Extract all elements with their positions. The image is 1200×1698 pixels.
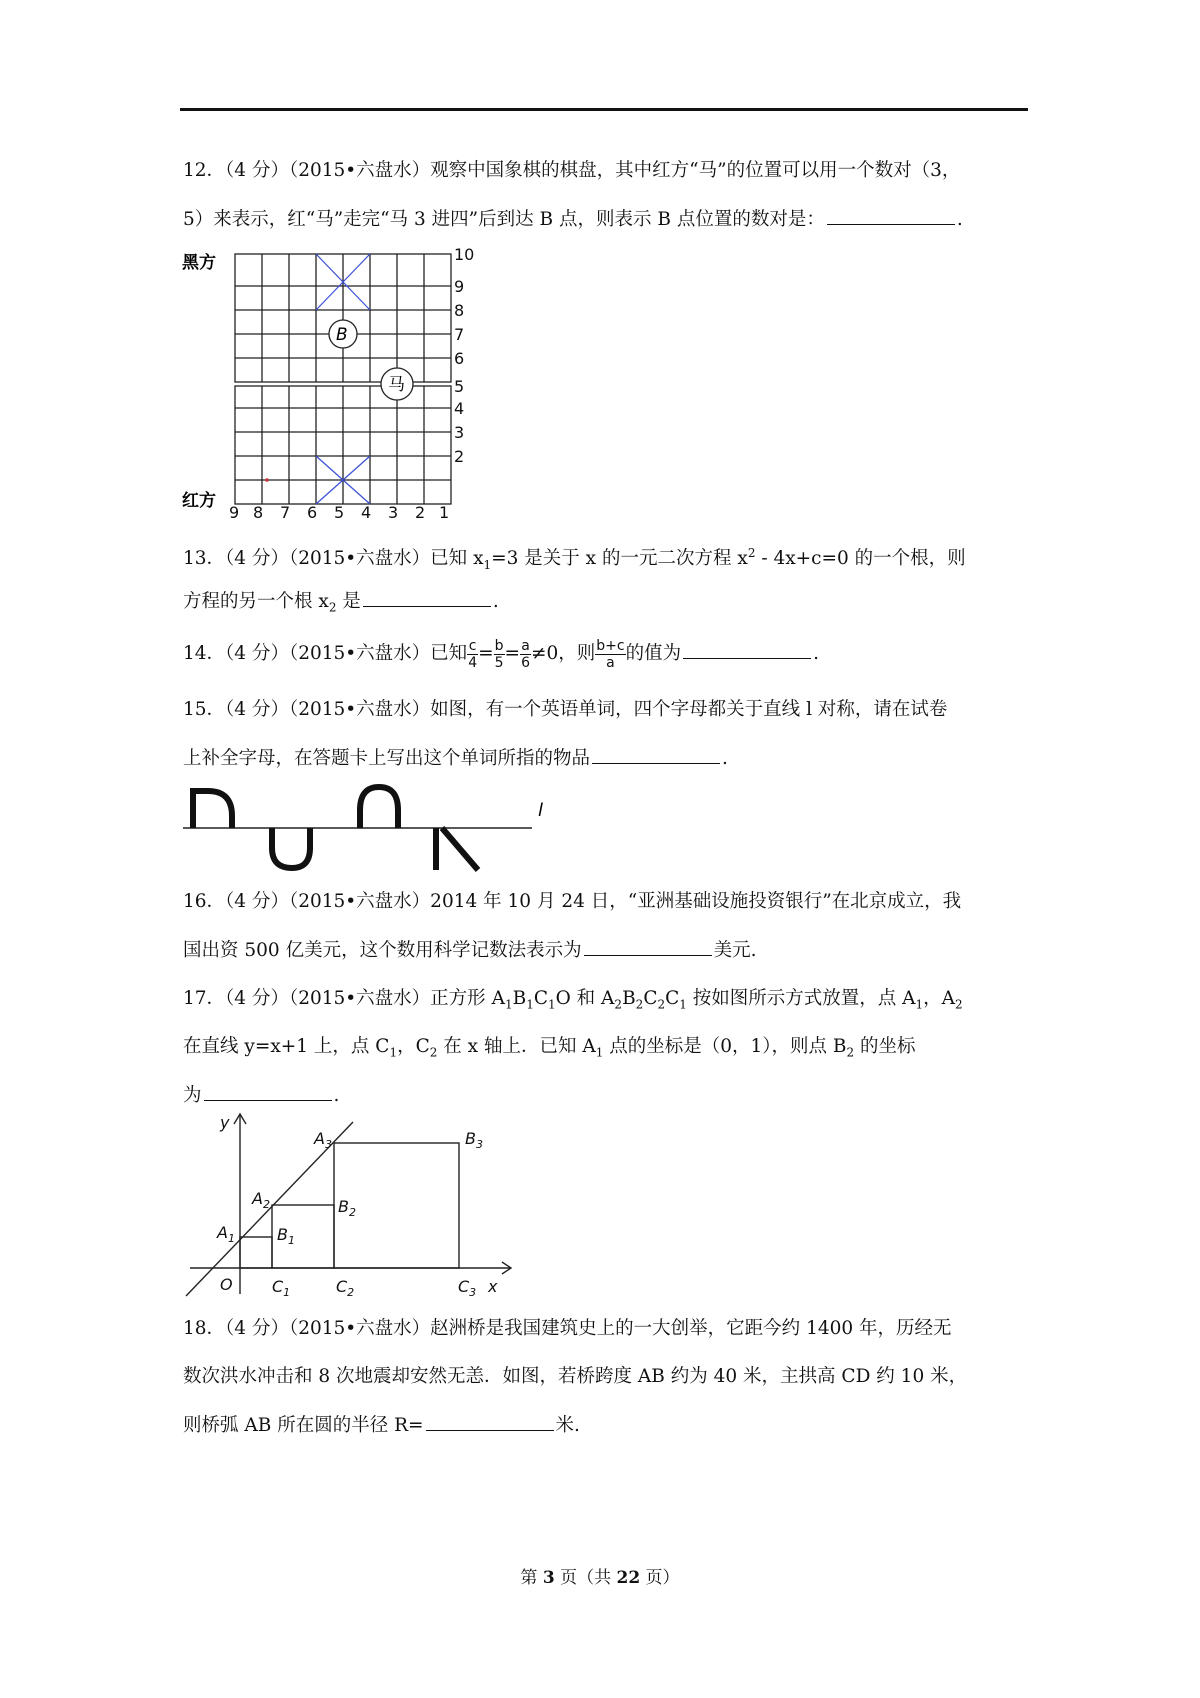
chess-board-figure — [182, 248, 492, 518]
q13-sub2: 2 — [328, 600, 337, 615]
q13-answer-blank[interactable] — [363, 588, 491, 607]
q17-sub: 2 — [635, 997, 644, 1012]
total-pages: 22 — [616, 1568, 641, 1588]
q15-period: . — [722, 748, 728, 769]
label-b2: $B_2$ — [338, 1197, 356, 1219]
row-numbers — [454, 248, 474, 466]
column-numbers — [229, 503, 449, 518]
q17-t: 在直线 y=x+1 上，点 C — [183, 1036, 390, 1057]
q17-t: 按如图所示方式放置，点 A — [686, 988, 916, 1009]
frac-den: a — [606, 654, 615, 671]
q18-answer-blank[interactable] — [426, 1412, 554, 1431]
q18-text: 则桥弧 AB 所在圆的半径 R= — [183, 1415, 424, 1436]
q17-t: 的坐标 — [854, 1036, 916, 1057]
q18-line1: 18．（4 分）（2015•六盘水）赵洲桥是我国建筑史上的一大创举，它距今约 1400 年，历经无 — [183, 1318, 952, 1339]
red-dot — [265, 478, 269, 482]
q17-sub: 1 — [547, 997, 556, 1012]
q17-text: 为 — [183, 1085, 202, 1106]
q13-text-c: - 4x+c=0 的一个根，则 — [755, 548, 966, 570]
q12-period: . — [956, 209, 963, 230]
letter-d-top — [193, 791, 232, 828]
q14-text-neq: ≠0，则 — [530, 643, 596, 664]
equals: = — [504, 643, 521, 664]
fraction-bc-a — [595, 638, 625, 671]
column-number: 7 — [280, 503, 291, 518]
letter-c-top — [360, 787, 398, 828]
square-1 — [240, 1237, 272, 1268]
fraction-c-4 — [467, 638, 478, 671]
q14-period: . — [813, 643, 819, 664]
label-a2: $A_2$ — [252, 1189, 270, 1211]
q12-line1: 12．（4 分）（2015•六盘水）观察中国象棋的棋盘，其中红方“马”的位置可以用一个数对（3， — [183, 160, 961, 181]
label-y: y — [220, 1113, 230, 1132]
row-number: 6 — [454, 349, 465, 368]
label-c3: $C_3$ — [458, 1277, 477, 1299]
q15-answer-blank[interactable] — [592, 745, 720, 764]
footer-text: 第 — [520, 1568, 543, 1588]
label-b3: $B_3$ — [465, 1129, 483, 1151]
q13-text-d: 方程的另一个根 x — [183, 591, 329, 612]
squares-on-line-figure — [180, 1110, 520, 1300]
line-l-label: l — [538, 800, 544, 821]
q13-period: . — [492, 591, 499, 612]
label-a3: $A_3$ — [314, 1129, 332, 1151]
q17-sub: 1 — [679, 997, 687, 1012]
board-grid — [235, 254, 451, 504]
q17-sub: 1 — [389, 1045, 398, 1060]
letter-u-bottom — [272, 828, 310, 868]
q12-text: 5）来表示，红“马”走完“马 3 进四”后到达 B 点，则表示 B 点位置的数对是： — [183, 209, 825, 230]
q12-answer-blank[interactable] — [827, 206, 955, 225]
piece-horse-label: 马 — [388, 375, 405, 395]
q17-t: ，C — [397, 1036, 430, 1057]
q14-line — [183, 634, 819, 674]
q17-sub: 1 — [595, 1045, 604, 1060]
row-number: 4 — [454, 399, 465, 418]
q14-text-suffix: 的值为 — [625, 643, 682, 664]
q17-line2 — [183, 1034, 916, 1066]
piece-b — [329, 320, 357, 348]
label-c2: $C_2$ — [336, 1277, 355, 1299]
q16-line1: 16．（4 分）（2015•六盘水）2014 年 10 月 24 日，“亚洲基础设施投资银行”在北京成立，我 — [183, 891, 962, 912]
q13-text-a: 13．（4 分）（2015•六盘水）已知 x — [183, 548, 484, 570]
column-number: 6 — [307, 503, 318, 518]
row-number: 3 — [454, 423, 465, 442]
label-c1: $C_1$ — [272, 1277, 291, 1299]
q15-line1: 15．（4 分）（2015•六盘水）如图，有一个英语单词，四个字母都关于直线 l 对称，请在试卷 — [183, 699, 948, 720]
frac-den: 6 — [521, 654, 530, 671]
row-number: 2 — [454, 447, 465, 466]
footer-text: 页（共 — [554, 1568, 617, 1588]
equals: = — [478, 643, 494, 664]
frac-num: c — [468, 637, 477, 654]
q17-t: 点的坐标是（0，1），则点 B — [603, 1036, 847, 1057]
q17-t: C — [643, 988, 658, 1009]
fraction-a-6 — [520, 638, 531, 671]
q16-text-end: 美元. — [713, 940, 757, 961]
column-number: 5 — [334, 503, 345, 518]
q17-sub: 1 — [526, 997, 534, 1012]
column-number: 8 — [253, 503, 264, 518]
q16-line2 — [183, 937, 756, 964]
q17-t: C — [665, 988, 680, 1009]
q17-period: . — [333, 1085, 340, 1106]
piece-b-label: B — [336, 325, 348, 345]
header-rule — [180, 108, 1028, 111]
frac-num: b — [494, 637, 504, 654]
piece-horse — [381, 368, 413, 400]
q16-answer-blank[interactable] — [584, 937, 712, 956]
q17-sub: 2 — [955, 997, 963, 1012]
q17-line3 — [183, 1082, 339, 1109]
q18-text-end: 米. — [555, 1415, 580, 1436]
row-number: 5 — [454, 377, 465, 396]
label-o: O — [220, 1275, 233, 1294]
footer-text: 页） — [640, 1568, 680, 1588]
q12-line2 — [183, 206, 963, 233]
q17-sub: 1 — [915, 997, 924, 1012]
fraction-b-5 — [494, 638, 505, 671]
page-number: 3 — [542, 1568, 555, 1588]
row-number: 7 — [454, 325, 465, 344]
frac-num: b+c — [596, 637, 625, 654]
q17-line1 — [183, 986, 963, 1018]
q17-sub: 2 — [846, 1045, 855, 1060]
row-number: 8 — [454, 301, 465, 320]
column-number: 3 — [388, 503, 399, 518]
q17-t: 在 x 轴上．已知 A — [437, 1036, 596, 1057]
red-side-label: 红方 — [182, 491, 216, 511]
label-x: x — [488, 1277, 498, 1296]
q17-t: 17．（4 分）（2015•六盘水）正方形 A — [183, 988, 505, 1009]
q18-line2: 数次洪水冲击和 8 次地震却安然无恙．如图，若桥跨度 AB 约为 40 米，主拱高 CD 约 10 米， — [183, 1366, 968, 1387]
frac-num: a — [521, 637, 530, 654]
q17-sub: 2 — [429, 1045, 438, 1060]
black-side-label: 黑方 — [182, 253, 216, 273]
label-b1: $B_1$ — [277, 1225, 295, 1247]
q15-text: 上补全字母，在答题卡上写出这个单词所指的物品 — [183, 748, 591, 769]
label-a1: $A_1$ — [217, 1223, 235, 1245]
q13-line1 — [183, 540, 966, 578]
q13-sub1: 1 — [483, 557, 492, 572]
q17-sub: 1 — [504, 997, 513, 1012]
q14-answer-blank[interactable] — [683, 640, 811, 659]
q13-text-e: 是 — [336, 591, 361, 612]
q13-sup2: 2 — [747, 546, 756, 560]
q17-t: B — [622, 988, 636, 1009]
symmetric-word-figure — [180, 782, 560, 872]
q17-t: O 和 A — [555, 988, 615, 1009]
letter-k-bottom — [436, 828, 478, 870]
q17-t: B — [512, 988, 527, 1009]
frac-den: 5 — [494, 654, 504, 671]
frac-den: 4 — [468, 654, 478, 671]
q13-text-b: =3 是关于 x 的一元二次方程 x — [491, 548, 748, 570]
q15-line2 — [183, 745, 728, 772]
q17-t: ，A — [923, 988, 956, 1009]
column-number: 9 — [229, 503, 240, 518]
q13-line2 — [183, 588, 499, 621]
q18-line3 — [183, 1412, 580, 1439]
column-number: 1 — [439, 503, 450, 518]
q16-text: 国出资 500 亿美元，这个数用科学记数法表示为 — [183, 940, 582, 961]
q17-sub: 2 — [657, 997, 666, 1012]
q17-sub: 2 — [614, 997, 623, 1012]
row-number: 9 — [454, 277, 465, 296]
column-number: 4 — [361, 503, 372, 518]
row-number: 10 — [454, 248, 475, 264]
page-footer — [0, 1563, 1200, 1588]
q14-text: 14．（4 分）（2015•六盘水）已知 — [183, 643, 468, 664]
q17-t: C — [533, 988, 548, 1009]
q17-answer-blank[interactable] — [204, 1082, 332, 1101]
column-number: 2 — [415, 503, 426, 518]
